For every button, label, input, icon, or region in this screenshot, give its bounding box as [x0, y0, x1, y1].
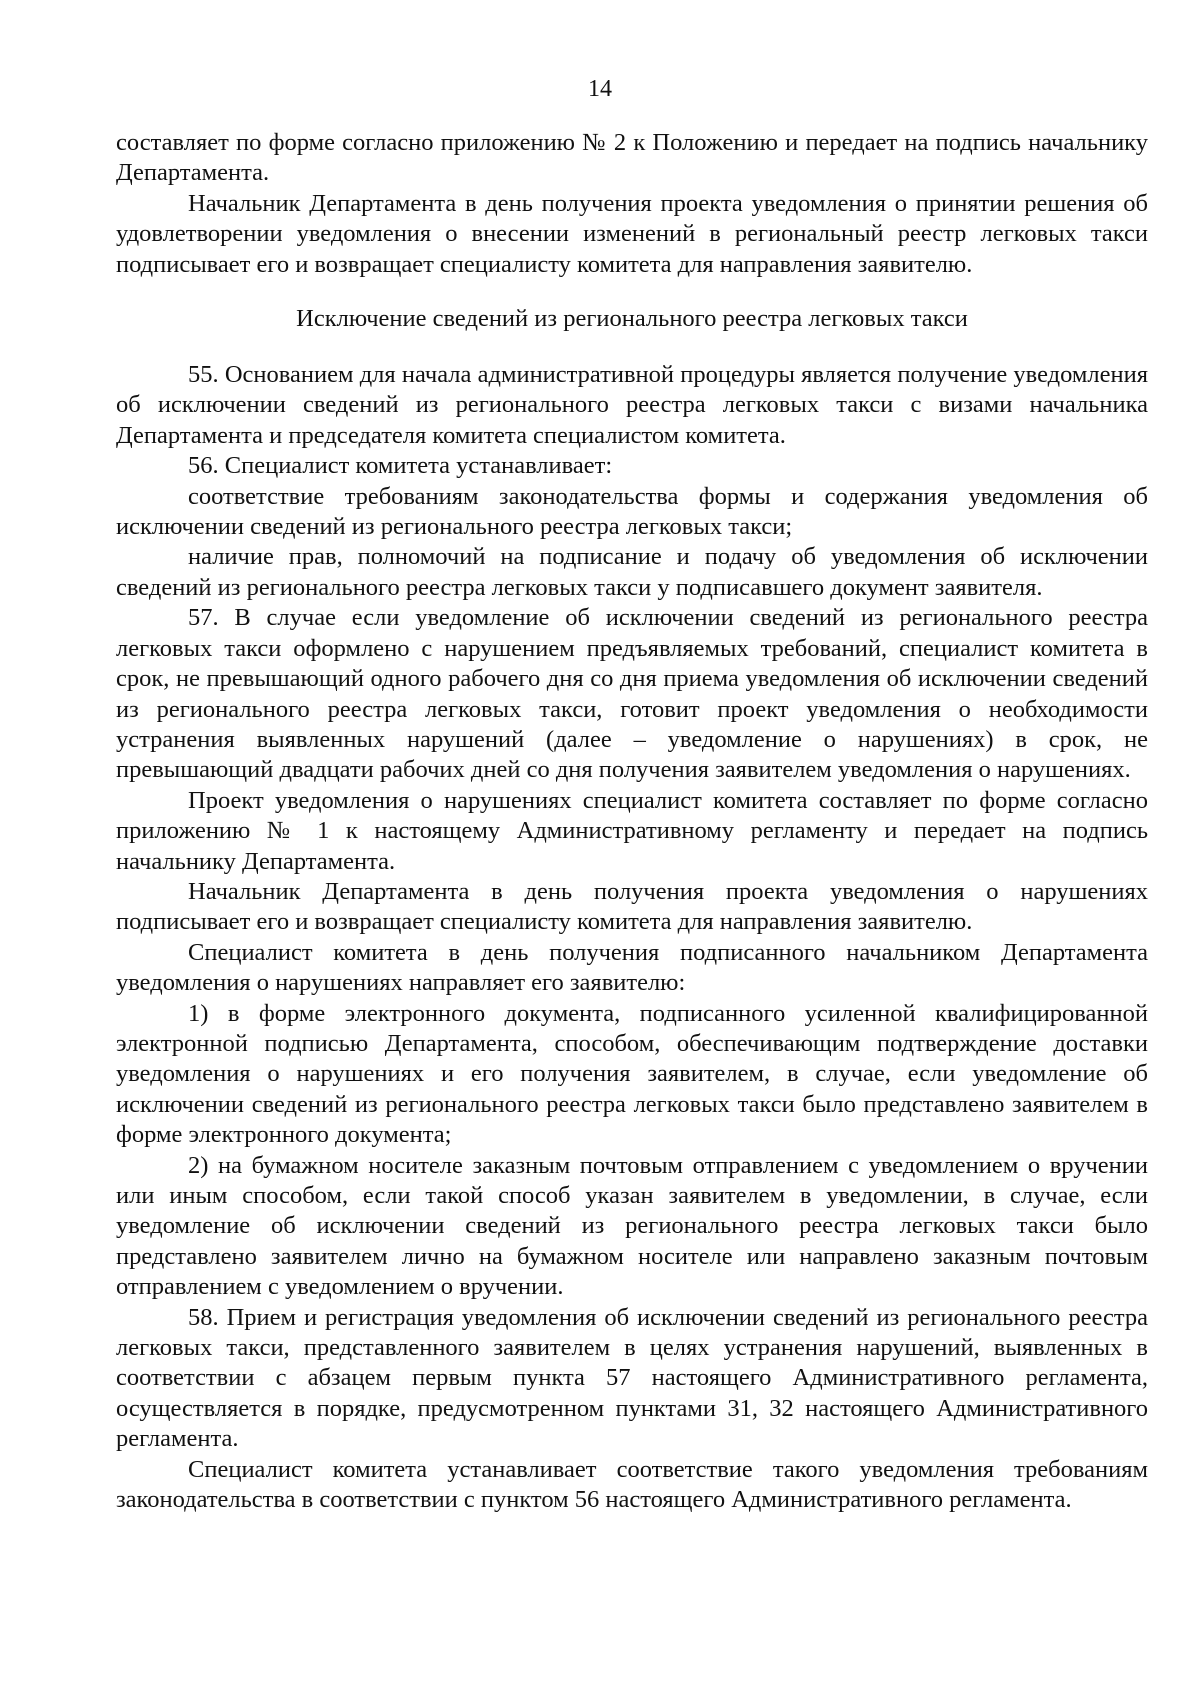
list-item-2: 2) на бумажном носителе заказным почтовым отправлением с уведомлением о вручении или иным способом, если такой способ указан заявителем в уведомлении, в случае, если уведомление об исключении сведений из регионального реестра легковых такси было представлено заявителем лично на бумажном носителе или направлено заказным почтовым отправлением с уведомлением о вручении.: [116, 1151, 1148, 1301]
paragraph-57: 57. В случае если уведомление об исключении сведений из регионального реестра легковых такси оформлено с нарушением предъявляемых требований, специалист комитета в срок, не превышающий одного рабочего дня со дня приема уведомления об исключении сведений из регионального реестра легковых такси, готовит проект уведомления о необходимости устранения выявленных нарушений (далее – уведомление о нарушениях) в срок, не превышающий двадцати рабочих дней со дня получения заявителем уведомления о нарушениях.: [116, 604, 1148, 784]
paragraph-55: 55. Основанием для начала административной процедуры является получение уведомления об исключении сведений из регионального реестра легковых такси с визами начальника Департамента и председателя комитета специалистом комитета.: [116, 361, 1148, 449]
paragraph: соответствие требованиям законодательства формы и содержания уведомления об исключении сведений из регионального реестра легковых такси;: [116, 482, 1148, 541]
paragraph: Начальник Департамента в день получения проекта уведомления о нарушениях подписывает его и возвращает специалисту комитета для направления заявителю.: [116, 877, 1148, 936]
paragraph: Проект уведомления о нарушениях специалист комитета составляет по форме согласно приложению № 1 к настоящему Административному регламенту и передает на подпись начальнику Департамента.: [116, 786, 1148, 875]
paragraph-58: 58. Прием и регистрация уведомления об исключении сведений из регионального реестра легковых такси, представленного заявителем в целях устранения нарушений, выявленных в соответствии с абзацем первым пункта 57 настоящего Административного регламента, осуществляется в порядке, предусмотренном пунктами 31, 32 настоящего Административного регламента.: [116, 1303, 1148, 1453]
paragraph: Специалист комитета устанавливает соответствие такого уведомления требованиям законодательства в соответствии с пунктом 56 настоящего Административного регламента.: [116, 1455, 1148, 1514]
section-title: Исключение сведений из регионального реестра легковых такси: [296, 305, 968, 333]
paragraph: составляет по форме согласно приложению № 2 к Положению и передает на подпись начальнику Департамента.: [116, 129, 1148, 187]
list-item-1: 1) в форме электронного документа, подписанного усиленной квалифицированной электронной подписью Департамента, способом, обеспечивающим подтверждение доставки уведомления о нарушениях и его получения заявителем, в случае, если уведомление об исключении сведений из регионального реестра легковых такси было представлено заявителем в форме электронного документа;: [116, 999, 1148, 1149]
page-number: 14: [588, 76, 612, 102]
paragraph: Начальник Департамента в день получения проекта уведомления о принятии решения об удовлетворении уведомления о внесении изменений в региональный реестр легковых такси подписывает его и возвращает специалисту комитета для направления заявителю.: [116, 189, 1148, 278]
document-body: [116, 128, 1148, 1515]
paragraph: наличие прав, полномочий на подписание и подачу об уведомления об исключении сведений из регионального реестра легковых такси у подписавшего документ заявителя.: [116, 543, 1148, 601]
paragraph-56: 56. Специалист комитета устанавливает:: [188, 452, 613, 480]
paragraph: Специалист комитета в день получения подписанного начальником Департамента уведомления о нарушениях направляет его заявителю:: [116, 938, 1148, 997]
